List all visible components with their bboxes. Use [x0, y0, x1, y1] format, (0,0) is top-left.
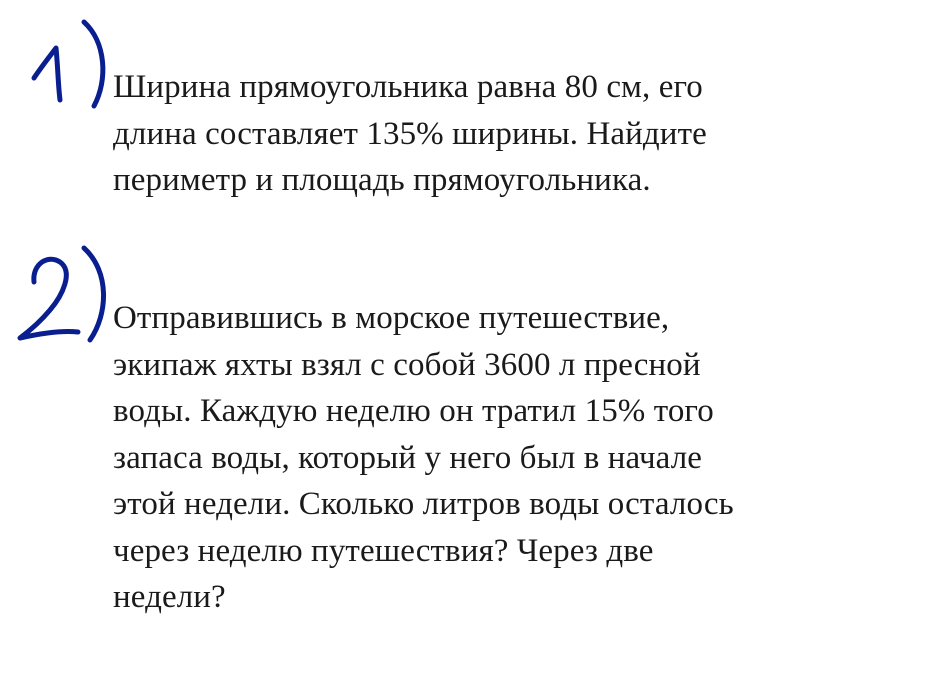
- handwritten-marker-1: [22, 18, 112, 113]
- problem-2-text: Отправившись в морское путешествие, экипаж яхты взял с собой 3600 л пресной воды. Каждую неделю он тратил 15% того запаса воды, который у него был в начале этой недели. Сколько литров воды осталось через неделю путешествия? Через две недели?: [113, 300, 734, 615]
- handwritten-marker-2: [12, 244, 112, 344]
- problem-1-text: Ширина прямоугольника равна 80 см, его длина составляет 135% ширины. Найдите периметр и площадь прямоугольника.: [113, 69, 707, 198]
